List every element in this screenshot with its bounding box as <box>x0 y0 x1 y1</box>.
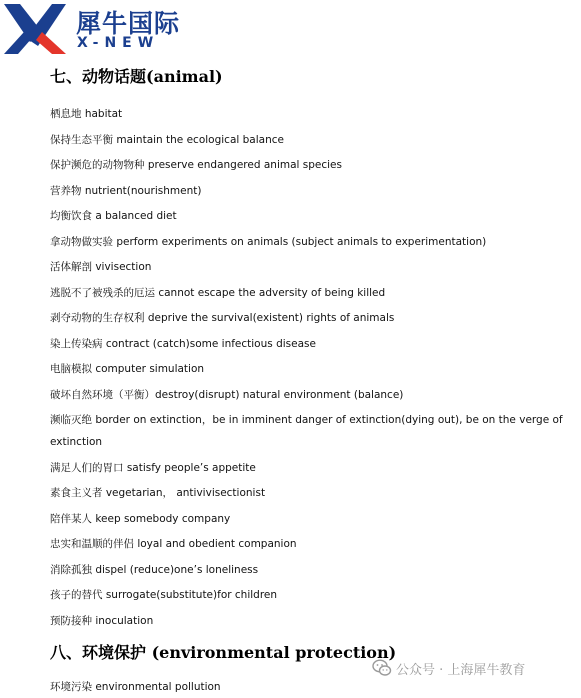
list-item: 保护濒危的动物物种 preserve endangered animal species <box>50 159 342 171</box>
x-new-logo-icon <box>2 2 68 56</box>
logo-english-name: X-NEW <box>77 35 160 51</box>
list-item: 素食主义者 vegetarian， antivivisectionist <box>50 487 266 499</box>
list-item: 破坏自然环境（平衡）destroy(disrupt) natural environment (balance) <box>50 388 404 401</box>
list-item: 濒临灭绝 border on extinction，be in imminent danger of extinction(dying out), be on the verge of extinction <box>50 414 563 448</box>
watermark <box>372 656 525 680</box>
list-item: 陪伴某人 keep somebody company <box>50 512 231 525</box>
list-item: 消除孤独 dispel (reduce)one’s loneliness <box>50 563 259 576</box>
list-item: 逃脱不了被残杀的厄运 cannot escape the adversity of being killed <box>50 286 386 299</box>
list-item: 环境污染 environmental pollution <box>50 681 221 693</box>
list-item: 预防接种 inoculation <box>50 614 154 627</box>
list-item: 染上传染病 contract (catch)some infectious disease <box>50 337 316 350</box>
list-item: 栖息地 habitat <box>50 108 123 120</box>
list-item: 均衡饮食 a balanced diet <box>50 210 177 222</box>
section-heading-environmental-protection: 八、环境保护 (environmental protection) <box>50 643 397 662</box>
watermark-text: 公众号 · 上海犀牛教育 <box>396 662 526 678</box>
list-item: 忠实和温顺的伴侣 loyal and obedient companion <box>50 538 297 550</box>
list-item: 保持生态平衡 maintain the ecological balance <box>50 133 284 146</box>
list-item: 满足人们的胃口 satisfy people’s appetite <box>50 461 256 474</box>
list-item: 拿动物做实验 perform experiments on animals (subject animals to experimentation) <box>50 235 487 248</box>
list-item: 活体解剖 vivisection <box>50 261 152 273</box>
list-item: 剥夺动物的生存权利 deprive the survival(existent) rights of animals <box>50 312 395 324</box>
vocabulary-list-animal <box>50 103 570 635</box>
wechat-icon <box>372 658 392 678</box>
logo <box>0 0 180 58</box>
list-item: 孩子的替代 surrogate(substitute)for children <box>50 589 278 601</box>
list-item: 营养物 nutrient(nourishment) <box>50 184 202 197</box>
list-item: 电脑模拟 computer simulation <box>50 363 205 375</box>
logo-chinese-name: 犀牛国际 <box>76 9 181 38</box>
section-heading-animal: 七、动物话题(animal) <box>50 67 223 86</box>
